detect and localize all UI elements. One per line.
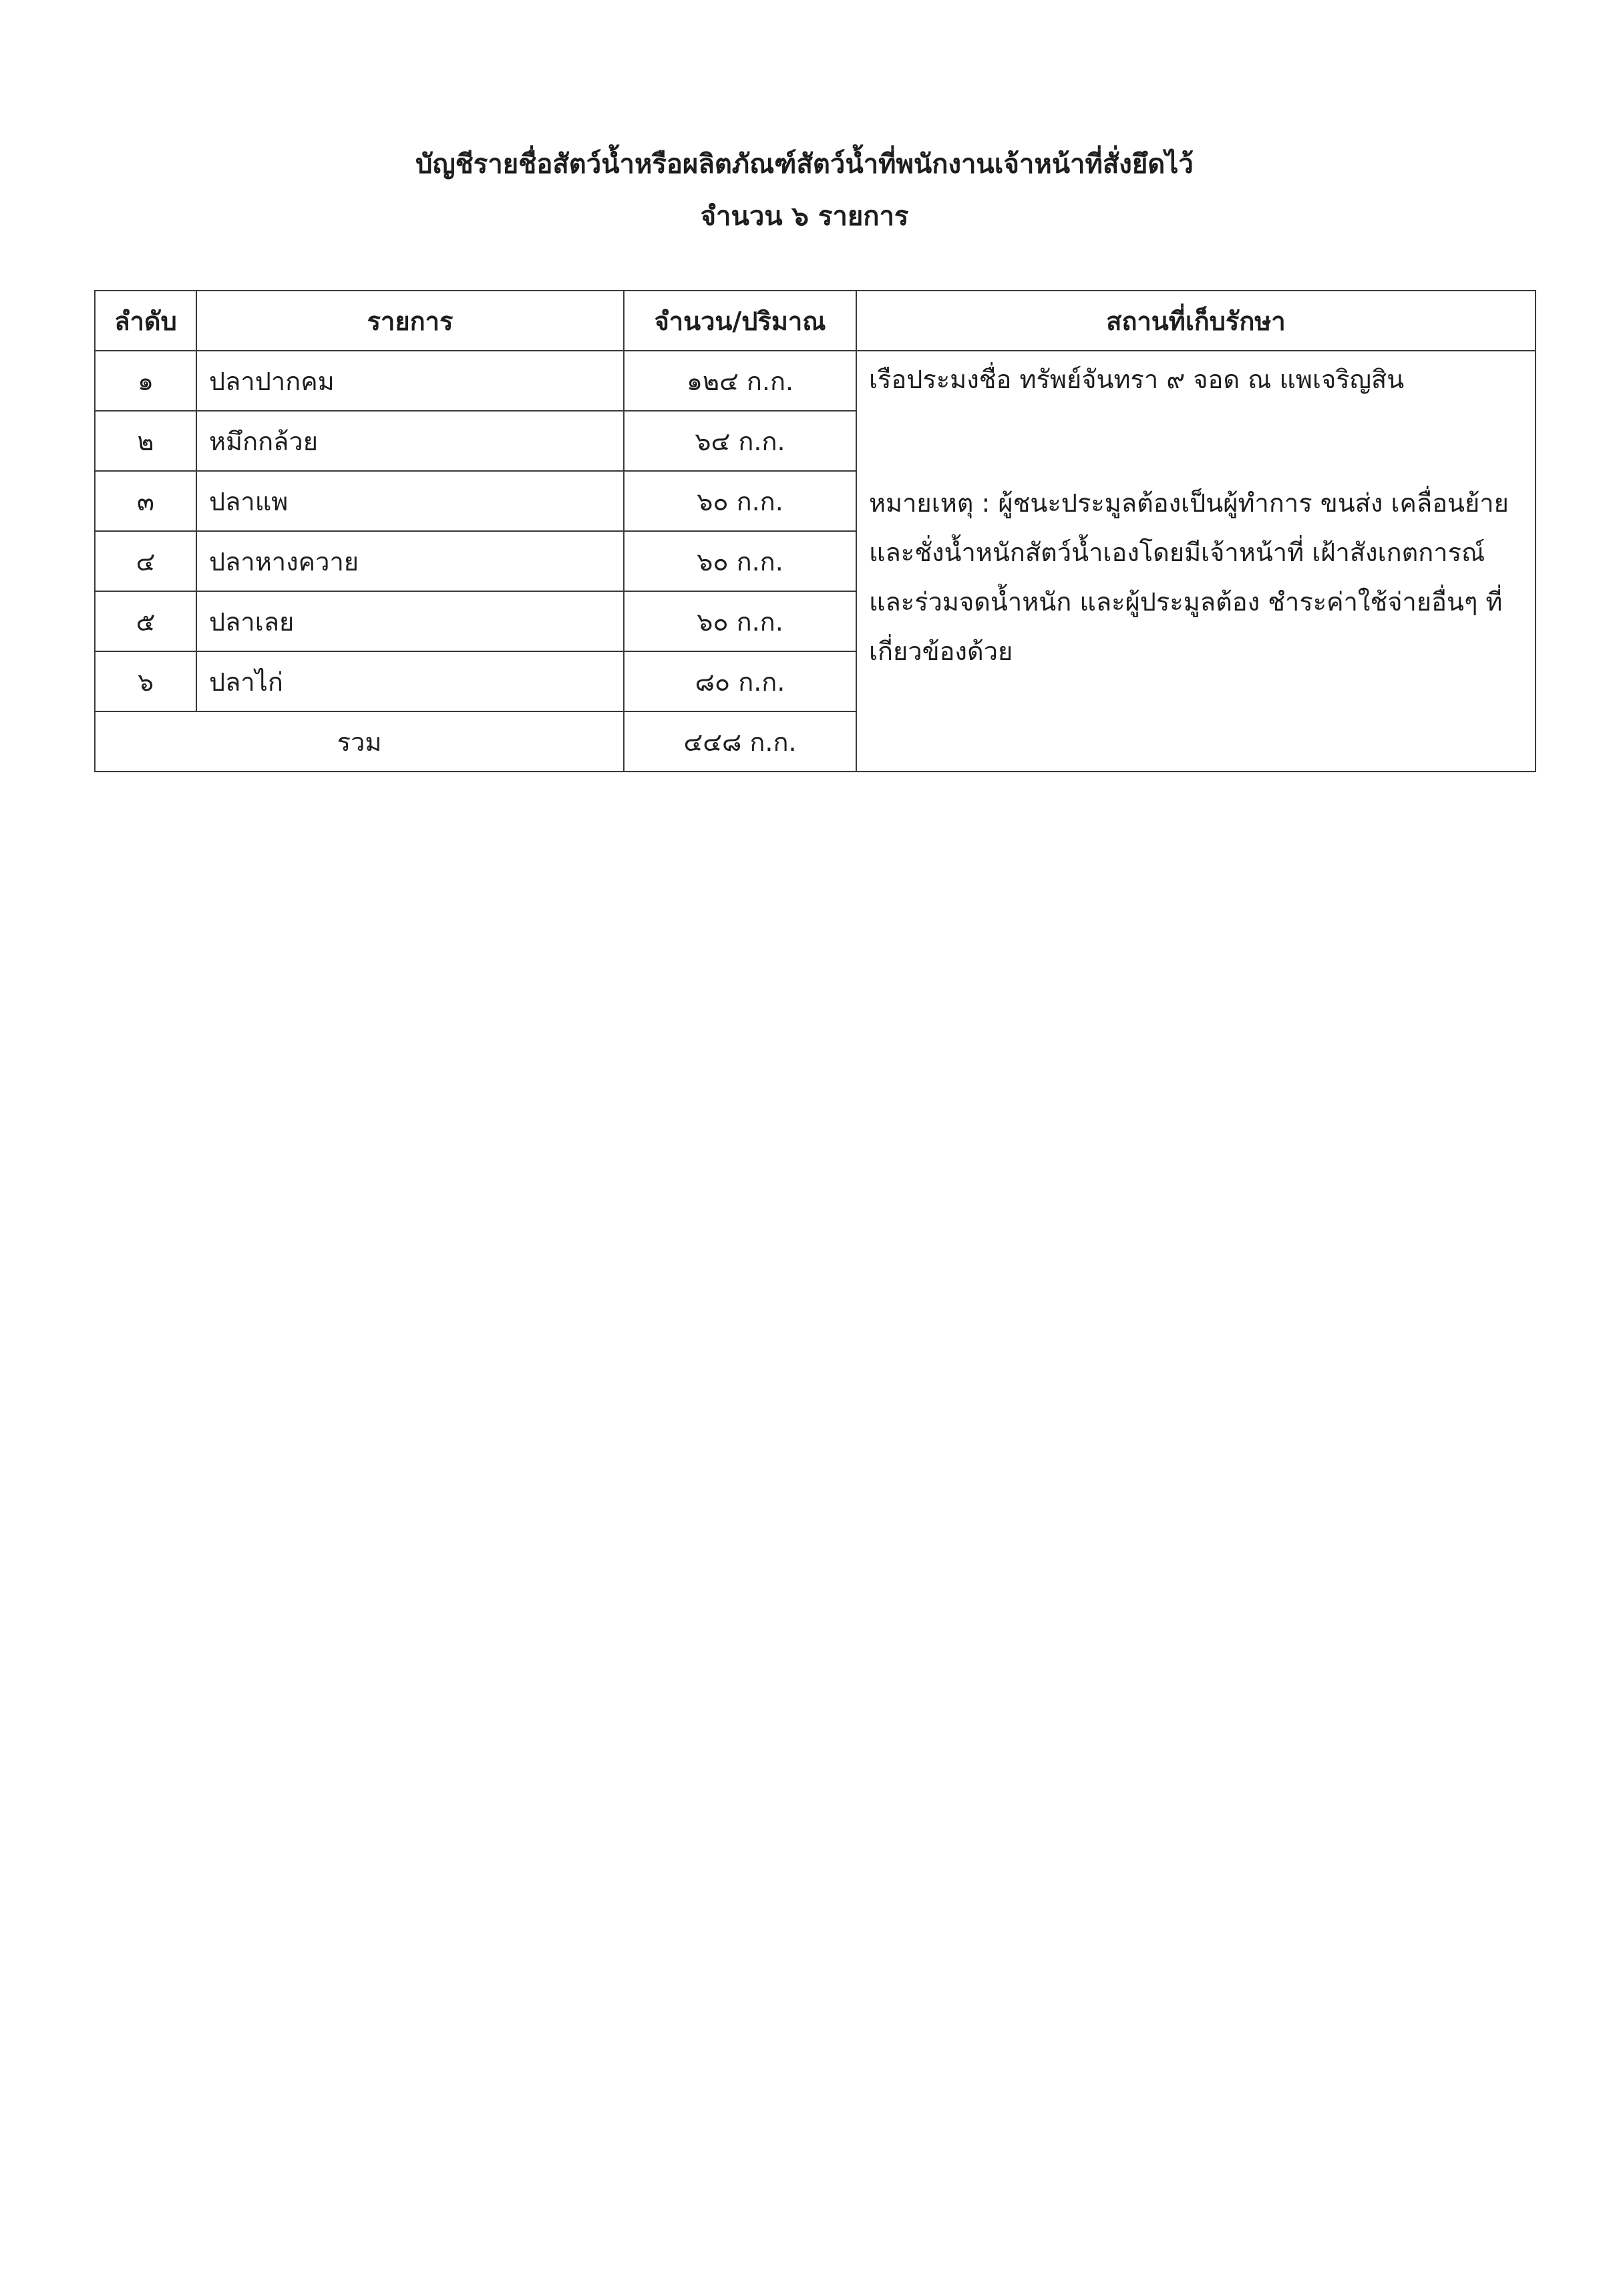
- row-item: ปลาเลย: [196, 591, 624, 651]
- total-label: รวม: [95, 711, 624, 772]
- row-no: ๔: [95, 531, 196, 591]
- header-item: รายการ: [196, 291, 624, 351]
- storage-vessel: เรือประมงชื่อ ทรัพย์จันทรา ๙ จอด ณ แพเจริญสิน: [869, 365, 1405, 394]
- row-no: ๑: [95, 351, 196, 411]
- header-quantity: จำนวน/ปริมาณ: [624, 291, 856, 351]
- storage-note: หมายเหตุ : ผู้ชนะประมูลต้องเป็นผู้ทำการ ขนส่ง เคลื่อนย้าย และชั่งน้ำหนักสัตว์น้ำเองโดยมีเจ้าหน้าที่ เฝ้าสังเกตการณ์ และร่วมจดน้ำหนัก และผู้ประมูลต้อง ชำระค่าใช้จ่ายอื่นๆ ที่เกี่ยวข้องด้วย: [869, 488, 1509, 666]
- row-quantity: ๖๐ ก.ก.: [624, 471, 856, 531]
- row-item: ปลาปากคม: [196, 351, 624, 411]
- row-item: ปลาหางควาย: [196, 531, 624, 591]
- table-header-row: [95, 291, 1536, 351]
- row-item: ปลาแพ: [196, 471, 624, 531]
- row-quantity: ๖๔ ก.ก.: [624, 411, 856, 471]
- row-no: ๓: [95, 471, 196, 531]
- row-no: ๖: [95, 651, 196, 711]
- row-quantity: ๖๐ ก.ก.: [624, 591, 856, 651]
- header-storage: สถานที่เก็บรักษา: [856, 291, 1536, 351]
- row-item: หมึกกล้วย: [196, 411, 624, 471]
- row-quantity: ๘๐ ก.ก.: [624, 651, 856, 711]
- total-quantity: ๔๔๘ ก.ก.: [624, 711, 856, 772]
- storage-cell: [856, 351, 1536, 772]
- seized-items-table: [94, 290, 1536, 772]
- table-row: [95, 351, 1536, 411]
- row-quantity: ๖๐ ก.ก.: [624, 531, 856, 591]
- row-no: ๕: [95, 591, 196, 651]
- document-title: บัญชีรายชื่อสัตว์น้ำหรือผลิตภัณฑ์สัตว์น้ำที่พนักงานเจ้าหน้าที่สั่งยึดไว้: [415, 149, 1194, 180]
- row-no: ๒: [95, 411, 196, 471]
- row-quantity: ๑๒๔ ก.ก.: [624, 351, 856, 411]
- document-subtitle: จำนวน ๖ รายการ: [700, 201, 909, 232]
- header-no: ลำดับ: [95, 291, 196, 351]
- row-item: ปลาไก่: [196, 651, 624, 711]
